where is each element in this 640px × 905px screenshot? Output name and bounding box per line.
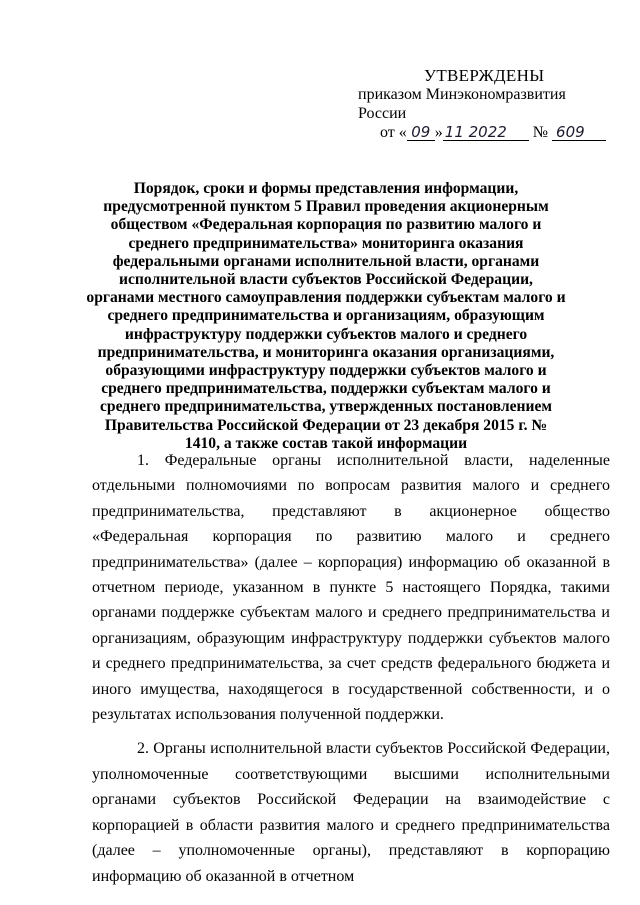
approval-heading: УТВЕРЖДЕНЫ xyxy=(424,66,545,85)
paragraph-2: 2. Органы исполнительной власти субъектов Российской Федерации, уполномоченные соответствующими высшими исполнительными органами субъектов Российской Федерации на взаимодействие с корпорацией в области развития малого и среднего предпринимательства (далее – уполномоченные органы), представляют в корпорацию информацию об оказанной в отчетном xyxy=(92,740,610,885)
handwritten-day: 09 xyxy=(407,124,435,141)
date-quote-close: » xyxy=(434,124,443,141)
approval-order-line: приказом Минэкономразвития России xyxy=(358,86,566,122)
handwritten-order-number: 609 xyxy=(552,124,606,141)
number-sign: № xyxy=(532,124,549,141)
paragraph-1: 1. Федеральные органы исполнительной власти, наделенные отдельными полномочиями по вопросам развития малого и среднего предпринимательства, представляют в акционерное общество «Федеральная корпорация по развитию малого и среднего предпринимательства» (далее – корпорация) информацию об оказанной в отчетном периоде, указанном в пункте 5 настоящего Порядка, такими органами поддержке субъектам малого и среднего предпринимательства и организациям, образующим инфраструктуру поддержки субъектов малого и среднего предпринимательства, за счет средств федерального бюджета и иного имущества, находящегося в государственной собственности, и о результатах использования полученной поддержки. xyxy=(92,452,610,724)
approval-stamp xyxy=(352,66,612,142)
date-prefix: от « xyxy=(380,124,407,141)
approval-date-line xyxy=(352,123,612,142)
document-body xyxy=(92,448,610,898)
handwritten-month-year: 11 2022 xyxy=(443,124,529,141)
document-title: Порядок, сроки и формы представления информации, предусмотренной пунктом 5 Правил проведения акционерным обществом «Федеральная корпорация по развитию малого и среднего предпринимательства» мониторинга оказания федеральными органами исполнительной власти, органами исполнительной власти субъектов Российской Федерации, органами местного самоуправления поддержки субъектам малого и среднего предпринимательства и организациям, образующим инфраструктуру поддержки субъектов малого и среднего предпринимательства, и мониторинга оказания организациями, образующими инфраструктуру поддержки субъектов малого и среднего предпринимательства, поддержки субъектам малого и среднего предпринимательства, утвержденных постановлением Правительства Российской Федерации от 23 декабря 2015 г. № 1410, а также состав такой информации xyxy=(86,180,566,452)
